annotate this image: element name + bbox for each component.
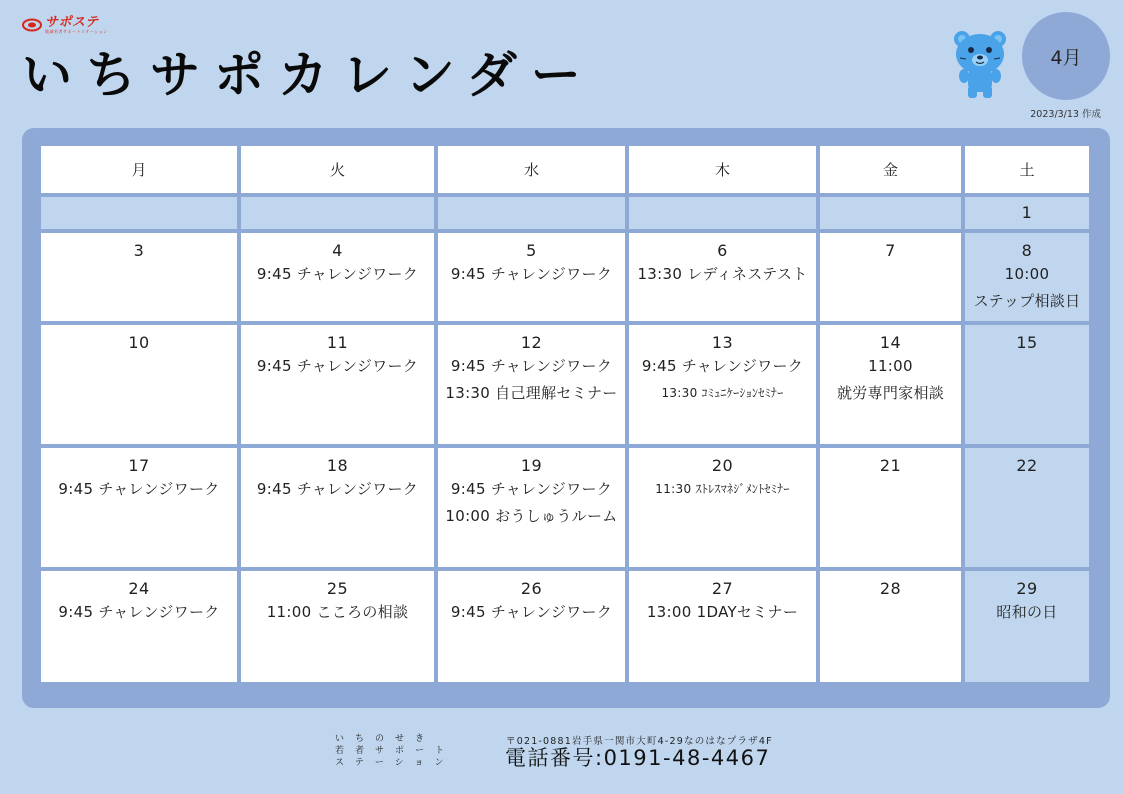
event-item: 9:45 チャレンジワーク <box>450 265 613 283</box>
day-cell <box>820 571 961 682</box>
holiday-label: 昭和の日 <box>996 603 1058 621</box>
event-item: ステップ相談日 <box>973 291 1081 310</box>
empty-day-cell <box>820 197 961 229</box>
calendar-week-row <box>41 448 1089 567</box>
day-cell <box>241 448 434 567</box>
calendar-week-row <box>41 197 1089 229</box>
created-date: 2023/3/13 作成 <box>1030 109 1101 120</box>
day-cell <box>629 233 816 321</box>
event-item: 9:45 チャレンジワーク <box>450 603 613 621</box>
weekday-header-tue: 火 <box>241 146 434 193</box>
day-cell <box>965 325 1089 444</box>
day-cell <box>965 448 1089 567</box>
day-number: 20 <box>711 456 734 475</box>
day-number: 19 <box>520 456 543 475</box>
day-number: 3 <box>133 241 145 260</box>
calendar-week-row <box>41 571 1089 682</box>
event-item: 13:30 自己理解セミナー <box>445 383 618 402</box>
logo-text: サポステ <box>45 15 99 30</box>
phone-number: 電話番号:0191-48-4467 <box>505 746 771 770</box>
month-badge: 4月 <box>1022 12 1110 100</box>
day-cell <box>241 571 434 682</box>
bear-mascot-icon <box>948 28 1012 100</box>
day-number: 12 <box>520 333 543 352</box>
event-item: 10:00 おうしゅうルーム <box>445 506 618 525</box>
day-number: 11 <box>326 333 349 352</box>
day-number: 25 <box>326 579 349 598</box>
weekday-header-sat: 土 <box>965 146 1089 193</box>
empty-day-cell <box>629 197 816 229</box>
weekday-header-wed: 水 <box>438 146 625 193</box>
organization-name-line: ステーション <box>335 758 455 768</box>
event-item: 11:00 <box>868 357 913 375</box>
day-cell <box>820 325 961 444</box>
day-cell <box>438 448 625 567</box>
event-item: 9:45 チャレンジワーク <box>450 357 613 375</box>
event-item: 9:45 チャレンジワーク <box>58 480 220 498</box>
day-number: 15 <box>1016 333 1038 352</box>
day-cell <box>41 448 237 567</box>
organization-name-line: 若者サポート <box>335 746 456 756</box>
calendar-week-row <box>41 233 1089 321</box>
day-cell <box>629 325 816 444</box>
sapoiste-logo-icon <box>22 18 42 32</box>
day-number: 1 <box>1021 203 1033 222</box>
weekday-header-fri: 金 <box>820 146 961 193</box>
day-number: 21 <box>879 456 902 475</box>
day-cell <box>965 233 1089 321</box>
organization-name-line: いちのせき <box>335 734 436 744</box>
day-cell <box>965 571 1089 682</box>
event-item: 13:30 レディネステスト <box>637 265 808 283</box>
day-cell <box>241 233 434 321</box>
day-cell <box>241 325 434 444</box>
event-item: 9:45 チャレンジワーク <box>256 265 419 283</box>
empty-day-cell <box>438 197 625 229</box>
day-cell <box>438 325 625 444</box>
event-item: 11:00 こころの相談 <box>266 603 409 621</box>
day-number: 6 <box>717 241 728 260</box>
day-number: 29 <box>1016 579 1038 598</box>
day-cell <box>629 448 816 567</box>
event-item: 11:30 ｽﾄﾚｽﾏﾈｼﾞﾒﾝﾄｾﾐﾅｰ <box>655 482 790 496</box>
day-number: 26 <box>520 579 543 598</box>
day-number: 27 <box>711 579 734 598</box>
event-item: 13:30 ｺﾐｭﾆｹｰｼｮﾝｾﾐﾅｰ <box>661 385 784 400</box>
empty-day-cell <box>241 197 434 229</box>
day-number: 28 <box>879 579 902 598</box>
weekday-header-thu: 木 <box>629 146 816 193</box>
day-number: 24 <box>128 579 150 598</box>
logo-subtext: 地域若者サポートステーション <box>45 29 108 34</box>
day-cell <box>41 571 237 682</box>
day-number: 18 <box>326 456 349 475</box>
empty-day-cell <box>41 197 237 229</box>
day-cell <box>438 233 625 321</box>
day-number: 14 <box>879 333 902 352</box>
day-cell <box>41 325 237 444</box>
day-cell <box>820 448 961 567</box>
day-number: 5 <box>526 241 537 260</box>
day-number: 17 <box>128 456 150 475</box>
organization-name <box>335 733 455 769</box>
event-item: 9:45 チャレンジワーク <box>641 357 804 375</box>
day-cell <box>965 197 1089 229</box>
day-number: 13 <box>711 333 734 352</box>
day-number: 22 <box>1016 456 1038 475</box>
weekday-header-mon: 月 <box>41 146 237 193</box>
calendar-week-row <box>41 325 1089 444</box>
day-cell <box>629 571 816 682</box>
day-cell <box>41 233 237 321</box>
event-item: 9:45 チャレンジワーク <box>58 603 220 621</box>
event-item: 13:00 1DAYセミナー <box>646 603 799 621</box>
event-item: 就労専門家相談 <box>836 383 945 402</box>
brand-logo <box>22 16 108 34</box>
event-item: 9:45 チャレンジワーク <box>450 480 613 498</box>
calendar-panel <box>22 128 1110 708</box>
day-number: 4 <box>332 241 343 260</box>
event-item: 9:45 チャレンジワーク <box>256 480 419 498</box>
day-cell <box>438 571 625 682</box>
address: 〒021-0881岩手県一関市大町4-29なのはなプラザ4F <box>506 736 773 747</box>
day-number: 7 <box>885 241 896 260</box>
day-number: 8 <box>1021 241 1033 260</box>
day-number: 10 <box>128 333 150 352</box>
calendar-table <box>37 142 1093 686</box>
page-title: いちサポカレンダー <box>22 46 595 104</box>
day-cell <box>820 233 961 321</box>
event-item: 10:00 <box>1004 265 1050 283</box>
event-item: 9:45 チャレンジワーク <box>256 357 419 375</box>
